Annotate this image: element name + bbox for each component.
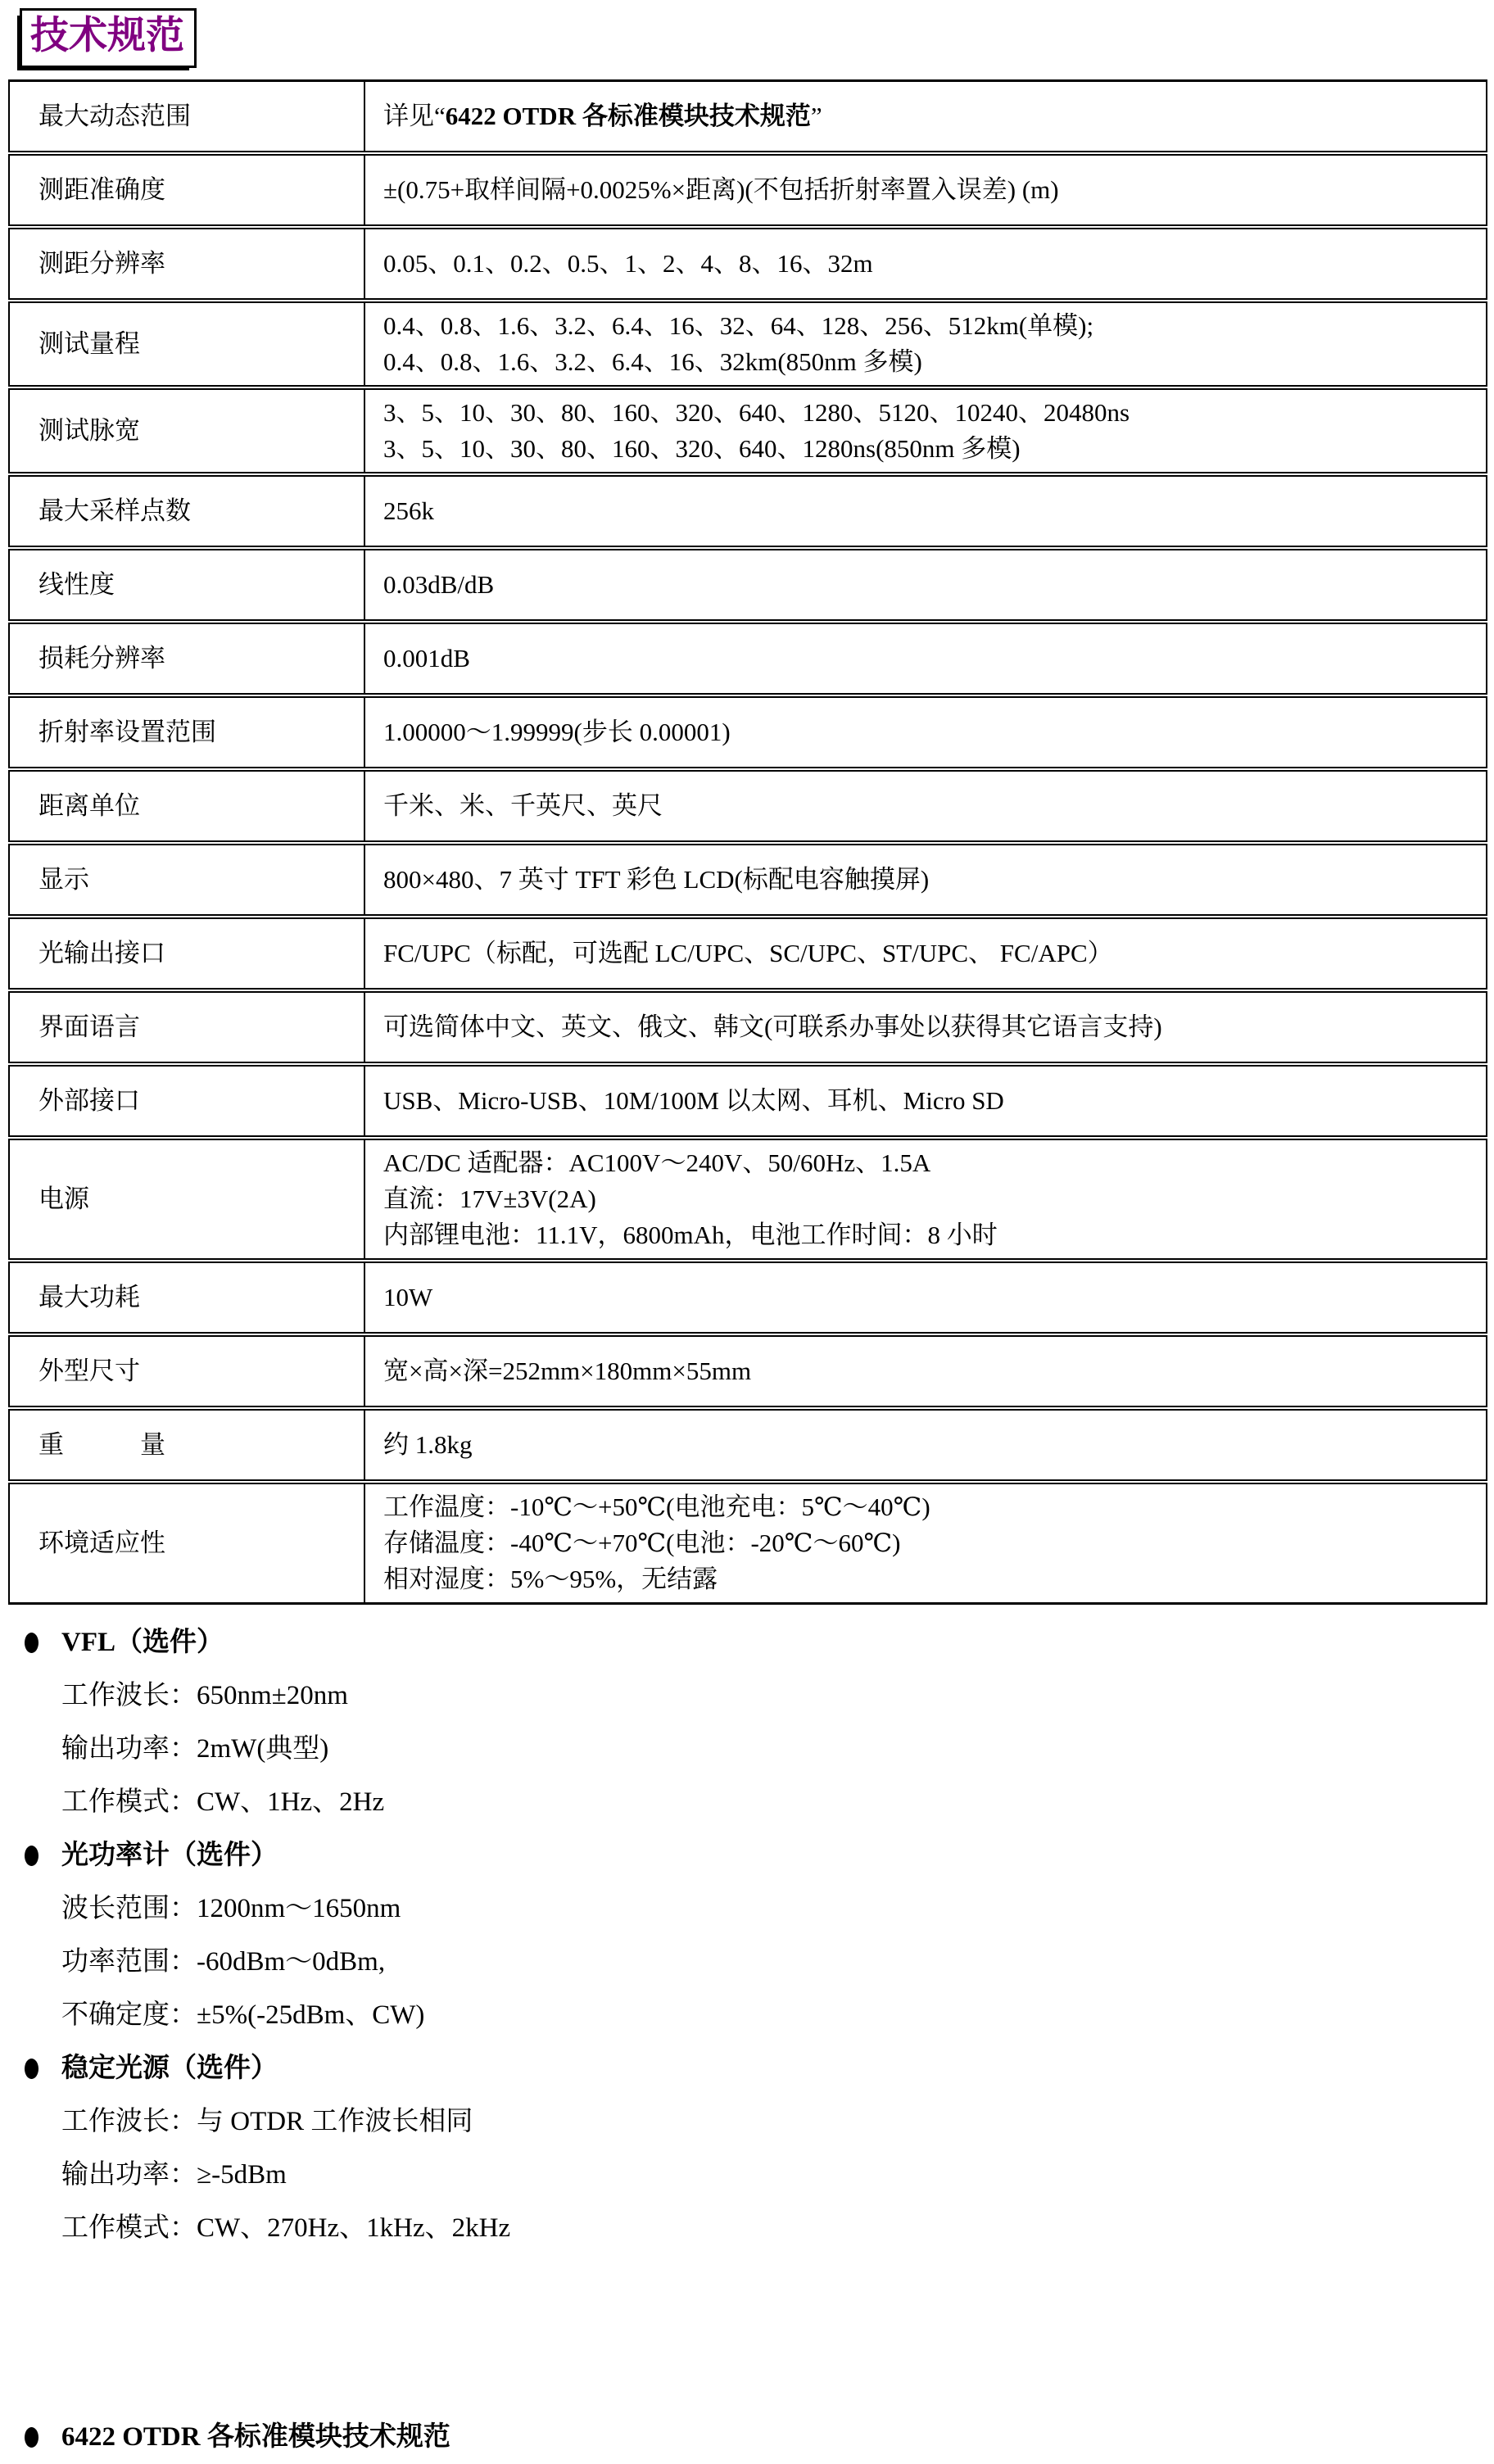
spec-value-line: 相对湿度：5%～95%，无结露 <box>383 1564 718 1593</box>
spec-label: 最大采样点数 <box>9 474 364 548</box>
table-row <box>9 1138 1487 1261</box>
spec-value <box>364 622 1487 695</box>
spec-value-line: 宽×高×深=252mm×180mm×55mm <box>383 1356 752 1385</box>
spec-value-line: 3、5、10、30、80、160、320、640、1280ns(850nm 多模) <box>383 433 1021 463</box>
table-row <box>9 153 1487 227</box>
table-row <box>9 1334 1487 1408</box>
spec-value-line: 千米、米、千英尺、英尺 <box>383 790 663 820</box>
spec-label: 测试脉宽 <box>9 387 364 474</box>
spec-label: 最大功耗 <box>9 1261 364 1334</box>
spec-value <box>364 1064 1487 1138</box>
table-row <box>9 1261 1487 1334</box>
option-spec-line: 输出功率：2mW(典型) <box>61 1733 329 1764</box>
spec-label: 显示 <box>9 843 364 917</box>
option-spec-line: 功率范围：-60dBm～0dBm, <box>61 1946 386 1977</box>
options-list <box>0 1616 1494 2255</box>
spec-label: 损耗分辨率 <box>9 622 364 695</box>
table-row <box>9 80 1487 153</box>
option-section-header <box>0 1829 1494 1882</box>
spec-value-line: ±(0.75+取样间隔+0.0025%×距离)(不包括折射率置入误差) (m) <box>383 174 1059 204</box>
spec-value-line: 0.4、0.8、1.6、3.2、6.4、16、32、64、128、256、512km(单模); <box>383 310 1094 340</box>
spec-label: 测距分辨率 <box>9 227 364 301</box>
spec-value-line: AC/DC 适配器：AC100V～240V、50/60Hz、1.5A <box>383 1148 931 1177</box>
spec-value-line: 内部锂电池：11.1V，6800mAh，电池工作时间：8 小时 <box>383 1220 998 1249</box>
spec-value <box>364 1482 1487 1604</box>
option-section-header <box>0 1616 1494 1669</box>
spec-label: 折射率设置范围 <box>9 695 364 769</box>
table-row <box>9 1482 1487 1604</box>
table-row <box>9 769 1487 843</box>
option-spec-line: 工作波长：650nm±20nm <box>61 1680 348 1710</box>
spec-value-line: 工作温度：-10℃～+50℃(电池充电：5℃～40℃) <box>383 1492 930 1521</box>
spec-label: 界面语言 <box>9 990 364 1064</box>
spec-value <box>364 301 1487 387</box>
spec-label: 测距准确度 <box>9 153 364 227</box>
spec-value-line: 256k <box>383 496 434 525</box>
spec-table-body <box>9 80 1487 1603</box>
option-spec-line: 工作模式：CW、270Hz、1kHz、2kHz <box>61 2213 511 2243</box>
spec-value-line: 详见“6422 OTDR 各标准模块技术规范” <box>383 101 822 130</box>
spec-value <box>364 1261 1487 1334</box>
spec-value <box>364 990 1487 1064</box>
spec-value-line: 0.4、0.8、1.6、3.2、6.4、16、32km(850nm 多模) <box>383 346 922 376</box>
spec-value-line: USB、Micro-USB、10M/100M 以太网、耳机、Micro SD <box>383 1085 1004 1115</box>
option-spec-line: 不确定度：±5%(-25dBm、CW) <box>61 2000 425 2030</box>
spec-label: 电源 <box>9 1138 364 1261</box>
page-title: 技术规范 <box>20 8 197 68</box>
spec-label: 外型尺寸 <box>9 1334 364 1408</box>
option-section-header <box>0 2042 1494 2095</box>
table-row <box>9 227 1487 301</box>
spec-value-line: 0.001dB <box>383 643 470 673</box>
spec-value-line: 3、5、10、30、80、160、320、640、1280、5120、10240、20480ns <box>383 397 1130 427</box>
table-row <box>9 387 1487 474</box>
spec-label: 线性度 <box>9 548 364 622</box>
spec-value-line: 存储温度：-40℃～+70℃(电池：-20℃～60℃) <box>383 1528 901 1557</box>
spec-value-line: FC/UPC（标配，可选配 LC/UPC、SC/UPC、ST/UPC、 FC/APC） <box>383 938 1113 967</box>
spec-value <box>364 917 1487 990</box>
option-section-title: 光功率计（选件） <box>61 1840 278 1870</box>
spec-value <box>364 843 1487 917</box>
spec-value <box>364 695 1487 769</box>
spec-label: 环境适应性 <box>9 1482 364 1604</box>
option-spec-line: 工作模式：CW、1Hz、2Hz <box>61 1787 385 1817</box>
spec-value-line: 可选简体中文、英文、俄文、韩文(可联系办事处以获得其它语言支持) <box>383 1012 1162 1041</box>
spec-value-line: 10W <box>383 1282 433 1311</box>
option-section-title: 稳定光源（选件） <box>61 2053 278 2083</box>
table-row <box>9 548 1487 622</box>
bullet-icon <box>25 1633 38 1653</box>
table-row <box>9 1408 1487 1482</box>
spec-label: 最大动态范围 <box>9 80 364 153</box>
table-row <box>9 843 1487 917</box>
table-row <box>9 301 1487 387</box>
table-row <box>9 1064 1487 1138</box>
spec-value <box>364 769 1487 843</box>
spec-value <box>364 387 1487 474</box>
spec-value <box>364 474 1487 548</box>
spec-value <box>364 548 1487 622</box>
spec-label: 测试量程 <box>9 301 364 387</box>
spec-value <box>364 153 1487 227</box>
option-spec-line: 输出功率：≥-5dBm <box>61 2159 287 2190</box>
bullet-icon <box>25 2427 38 2448</box>
spec-value <box>364 1334 1487 1408</box>
option-spec-line: 波长范围：1200nm～1650nm <box>61 1893 401 1923</box>
table-row <box>9 917 1487 990</box>
footer-bullet-label: 6422 OTDR 各标准模块技术规范 <box>61 2421 450 2452</box>
spec-value-line: 0.03dB/dB <box>383 569 495 599</box>
option-spec-line: 工作波长：与 OTDR 工作波长相同 <box>61 2106 473 2136</box>
spec-value <box>364 1138 1487 1261</box>
table-row <box>9 990 1487 1064</box>
table-row <box>9 474 1487 548</box>
spec-label: 外部接口 <box>9 1064 364 1138</box>
spec-value-line: 1.00000～1.99999(步长 0.00001) <box>383 717 731 746</box>
spec-value-line: 约 1.8kg <box>383 1429 473 1459</box>
spec-label: 距离单位 <box>9 769 364 843</box>
spec-label: 重 量 <box>9 1408 364 1482</box>
option-section-title: VFL（选件） <box>61 1627 224 1657</box>
spec-value-line: 800×480、7 英寸 TFT 彩色 LCD(标配电容触摸屏) <box>383 864 930 894</box>
spec-table <box>8 79 1487 1605</box>
table-row <box>9 622 1487 695</box>
spec-value-line: 直流：17V±3V(2A) <box>383 1184 596 1213</box>
spec-value <box>364 80 1487 153</box>
spec-value-line: 0.05、0.1、0.2、0.5、1、2、4、8、16、32m <box>383 248 873 278</box>
footer-bullet-item <box>0 2411 1494 2464</box>
bullet-icon <box>25 2059 38 2079</box>
spec-label: 光输出接口 <box>9 917 364 990</box>
table-row <box>9 695 1487 769</box>
spec-value <box>364 1408 1487 1482</box>
spec-value <box>364 227 1487 301</box>
bullet-icon <box>25 1846 38 1866</box>
